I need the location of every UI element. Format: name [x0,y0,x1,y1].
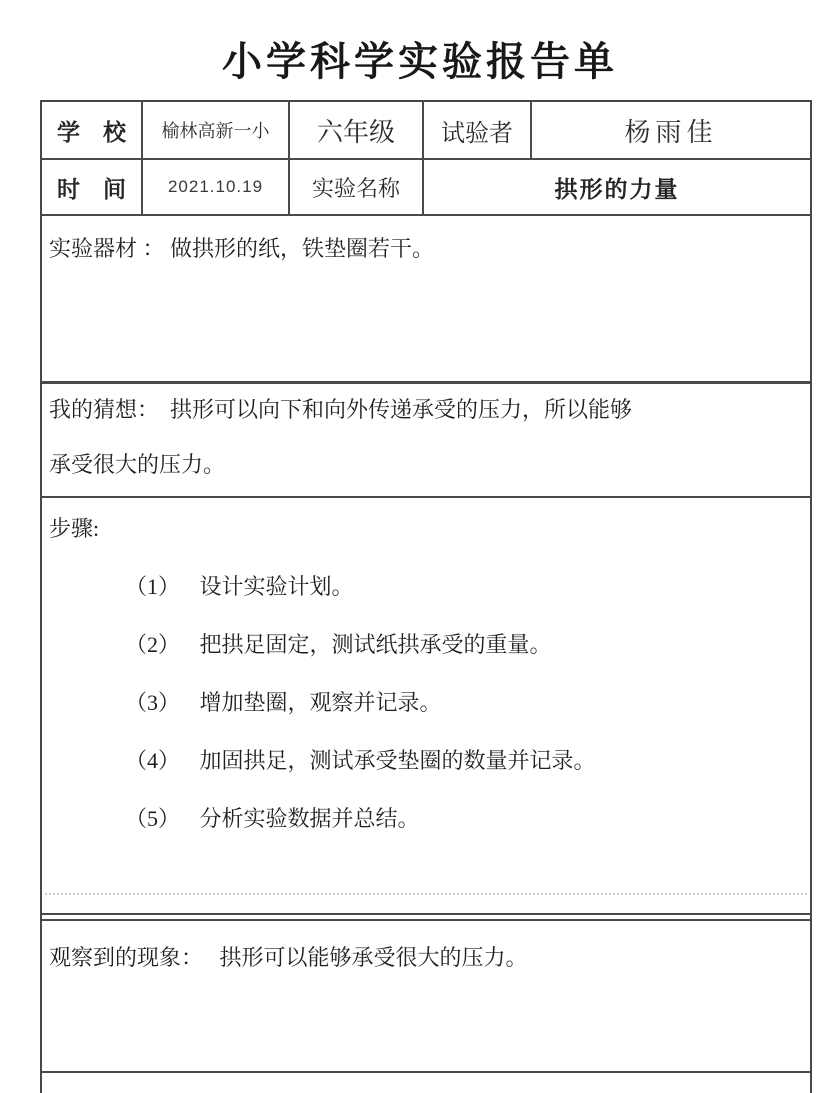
step-number: （2） [125,632,181,657]
observation-text: 观察到的现象： 拱形可以能够承受很大的压力。 [49,945,528,970]
section-observation [42,921,810,1071]
tester-label: 试验者 [424,102,532,158]
page-title: 小学科学实验报告单 [222,39,618,84]
section-steps [42,498,810,913]
experiment-name-label: 实验名称 [290,160,424,214]
section-next-clipped [42,1073,810,1093]
step-text: 加固拱足，测试承受垫圈的数量并记录。 [199,748,596,773]
experiment-name-value: 拱形的力量 [554,176,680,202]
step-text: 设计实验计划。 [199,574,354,599]
time-label: 时 间 [42,160,143,214]
report-table [40,100,812,1093]
step-item-3 [49,688,802,718]
header-row-school [42,102,810,158]
materials-text: 实验器材 ： 做拱形的纸，铁垫圈若干。 [49,236,435,261]
step-item-5 [49,804,802,834]
steps-label: 步骤: [49,516,100,541]
step-number: （4） [125,748,181,773]
time-value: 2021.10.19 [143,160,290,214]
step-item-4 [49,746,802,776]
scan-dotted-line [45,893,807,895]
hypothesis-line-2: 承受很大的压力。 [49,452,226,477]
hypothesis-line-1: 我的猜想： 拱形可以向下和向外传递承受的压力，所以能够 [49,397,633,422]
step-number: （5） [125,806,181,831]
step-text: 把拱足固定，测试纸拱承受的重量。 [199,632,552,657]
section-materials [42,216,810,381]
step-number: （3） [125,690,181,715]
school-value: 榆林高新一小 [143,102,290,158]
section-hypothesis [42,384,810,496]
step-number: （1） [125,574,181,599]
step-text: 分析实验数据并总结。 [199,806,420,831]
step-item-2 [49,630,802,660]
grade-value: 六年级 [290,102,424,158]
step-item-1 [49,572,802,602]
step-text: 增加垫圈，观察并记录。 [199,690,442,715]
school-label: 学 校 [42,102,143,158]
header-row-time [42,160,810,214]
tester-value: 杨雨佳 [624,116,718,147]
